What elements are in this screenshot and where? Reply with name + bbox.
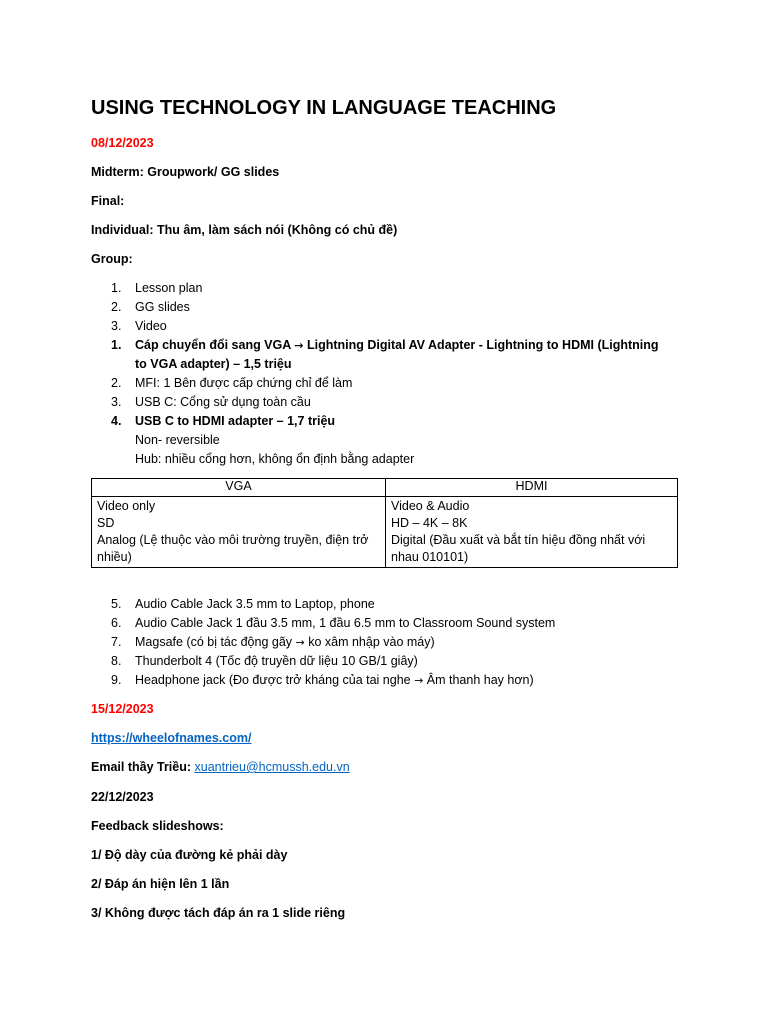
feedback-item-3: 3/ Không được tách đáp án ra 1 slide riêng: [91, 906, 346, 920]
right-arrow-icon: →: [294, 339, 304, 352]
date-heading-3: 22/12/2023: [91, 790, 154, 804]
email-link[interactable]: xuantrieu@hcmussh.edu.vn: [194, 760, 350, 774]
page-title: USING TECHNOLOGY IN LANGUAGE TEACHING: [91, 97, 557, 119]
midterm-line: Midterm: Groupwork/ GG slides: [91, 165, 280, 179]
list-item: 3. USB C: Cổng sử dụng toàn cầu: [111, 395, 311, 409]
wheel-link[interactable]: https://wheelofnames.com/: [91, 731, 252, 745]
adapter-list: [111, 336, 665, 469]
list-item: 1. Cáp chuyển đổi sang VGA → Lightning Digital AV Adapter - Lightning to HDMI (Lightning to VGA adapter) – 1,5 triệu: [111, 338, 659, 371]
email-label: Email thầy Triều:: [91, 760, 195, 774]
date-heading-1: 08/12/2023: [91, 136, 154, 150]
list-item: 5. Audio Cable Jack 3.5 mm to Laptop, phone: [111, 597, 375, 611]
right-arrow-icon: →: [295, 636, 305, 649]
table-cell-vga: Video only SD Analog (Lệ thuộc vào môi trường truyền, điện trở nhiều): [92, 497, 386, 568]
final-line: Final:: [91, 194, 125, 208]
list-item: 3. Video: [111, 319, 167, 333]
list-item: 2. GG slides: [111, 300, 190, 314]
table-header-hdmi: HDMI: [386, 479, 678, 497]
table-cell-hdmi: Video & Audio HD – 4K – 8K Digital (Đầu xuất và bắt tín hiệu đồng nhất với nhau 010101): [386, 497, 678, 568]
individual-line: Individual: Thu âm, làm sách nói (Không có chủ đề): [91, 223, 398, 237]
vga-hdmi-table: [91, 478, 678, 568]
wheel-link-line: [91, 731, 251, 747]
email-line: [91, 760, 350, 776]
list-item: 7. Magsafe (có bị tác động gãy → ko xâm nhập vào máy): [111, 635, 435, 649]
group-line: Group:: [91, 252, 133, 266]
list-item: Non- reversible: [135, 433, 220, 447]
list-item: 4. USB C to HDMI adapter – 1,7 triệu: [111, 414, 336, 428]
list-item: 6. Audio Cable Jack 1 đầu 3.5 mm, 1 đầu 6.5 mm to Classroom Sound system: [111, 616, 556, 630]
table-row: [92, 497, 678, 568]
list-item: 1. Lesson plan: [111, 281, 203, 295]
feedback-item-2: 2/ Đáp án hiện lên 1 lần: [91, 877, 230, 891]
right-arrow-icon: →: [414, 674, 424, 687]
cable-list: [111, 595, 555, 690]
list-item: 8. Thunderbolt 4 (Tốc độ truyền dữ liệu 10 GB/1 giây): [111, 654, 418, 668]
table-header-vga: VGA: [92, 479, 386, 497]
feedback-item-1: 1/ Độ dày của đường kẻ phải dày: [91, 848, 288, 862]
list-item: 9. Headphone jack (Đo được trở kháng của tai nghe → Âm thanh hay hơn): [111, 673, 534, 687]
list-item: Hub: nhiều cổng hơn, không ổn định bằng adapter: [135, 452, 415, 466]
group-list: [111, 279, 202, 336]
list-item: 2. MFI: 1 Bên được cấp chứng chỉ để làm: [111, 376, 353, 390]
date-heading-2: 15/12/2023: [91, 702, 154, 716]
feedback-heading: Feedback slideshows:: [91, 819, 224, 833]
